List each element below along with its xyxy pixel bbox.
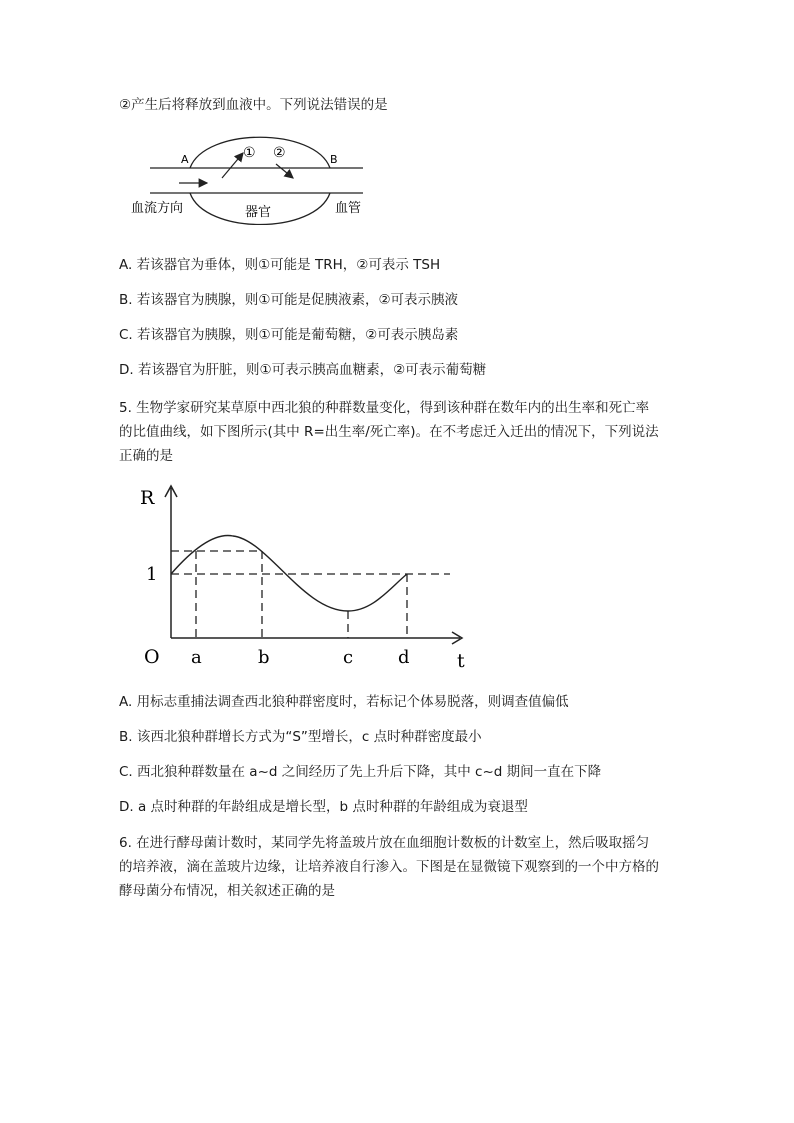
organ-label: 器官: [245, 205, 272, 220]
q5-option-c: C. 西北狼种群数量在 a~d 之间经历了先上升后下降，其中 c~d 期间一直在下降: [119, 764, 602, 780]
q4-option-b: B. 若该器官为胰腺，则①可能是促胰液素，②可表示胰液: [119, 292, 459, 308]
q5-stem-line-2: 的比值曲线，如下图所示(其中 R=出生率/死亡率)。在不考虑迁入迁出的情况下，下列说法: [119, 424, 659, 440]
y-tick-1: 1: [146, 564, 158, 585]
q4-option-d: D. 若该器官为肝脏，则①可表示胰高血糖素，②可表示葡萄糖: [119, 362, 487, 378]
organ-diagram: [125, 135, 375, 225]
label-b: B: [330, 153, 338, 166]
q5-option-b: B. 该西北狼种群增长方式为“S”型增长，c 点时种群密度最小: [119, 729, 482, 745]
q4-option-a: A. 若该器官为垂体，则①可能是 TRH，②可表示 TSH: [119, 257, 441, 273]
q6-stem: [119, 831, 679, 903]
organ-top-arc: [190, 137, 330, 168]
q6-stem-line-3: 酵母菌分布情况，相关叙述正确的是: [119, 883, 335, 899]
label-1: ①: [243, 145, 256, 161]
r-curve: [171, 535, 407, 611]
x-point-b: b: [258, 647, 270, 668]
label-2: ②: [273, 145, 286, 161]
q4-option-c: C. 若该器官为胰腺，则①可能是葡萄糖，②可表示胰岛素: [119, 327, 459, 343]
x-point-c: c: [343, 647, 354, 668]
q5-option-a: A. 用标志重捕法调查西北狼种群密度时，若标记个体易脱落，则调查值偏低: [119, 694, 569, 710]
q5-stem-line-3: 正确的是: [119, 448, 173, 464]
arrow-1: [222, 153, 243, 178]
flow-label: 血流方向: [131, 201, 184, 216]
q6-stem-line-1: 6. 在进行酵母菌计数时，某同学先将盖玻片放在血细胞计数板的计数室上，然后吸取摇匀: [119, 835, 650, 851]
r-curve-chart: [138, 478, 478, 678]
x-axis-label: t: [457, 650, 465, 672]
q5-stem-line-1: 5. 生物学家研究某草原中西北狼的种群数量变化，得到该种群在数年内的出生率和死亡率: [119, 400, 650, 416]
label-a: A: [181, 153, 189, 166]
q5-stem: [119, 396, 679, 468]
origin-label: O: [144, 646, 160, 668]
q5-option-d: D. a 点时种群的年龄组成是增长型，b 点时种群的年龄组成为衰退型: [119, 799, 528, 815]
x-point-a: a: [191, 647, 202, 668]
x-point-d: d: [398, 647, 410, 668]
q6-stem-line-2: 的培养液，滴在盖玻片边缘，让培养液自行渗入。下图是在显微镜下观察到的一个中方格的: [119, 859, 659, 875]
arrow-2: [276, 164, 293, 178]
vessel-label: 血管: [335, 201, 362, 216]
y-axis-label: R: [140, 487, 155, 509]
intro-text: ②产生后将释放到血液中。下列说法错误的是: [119, 97, 388, 113]
